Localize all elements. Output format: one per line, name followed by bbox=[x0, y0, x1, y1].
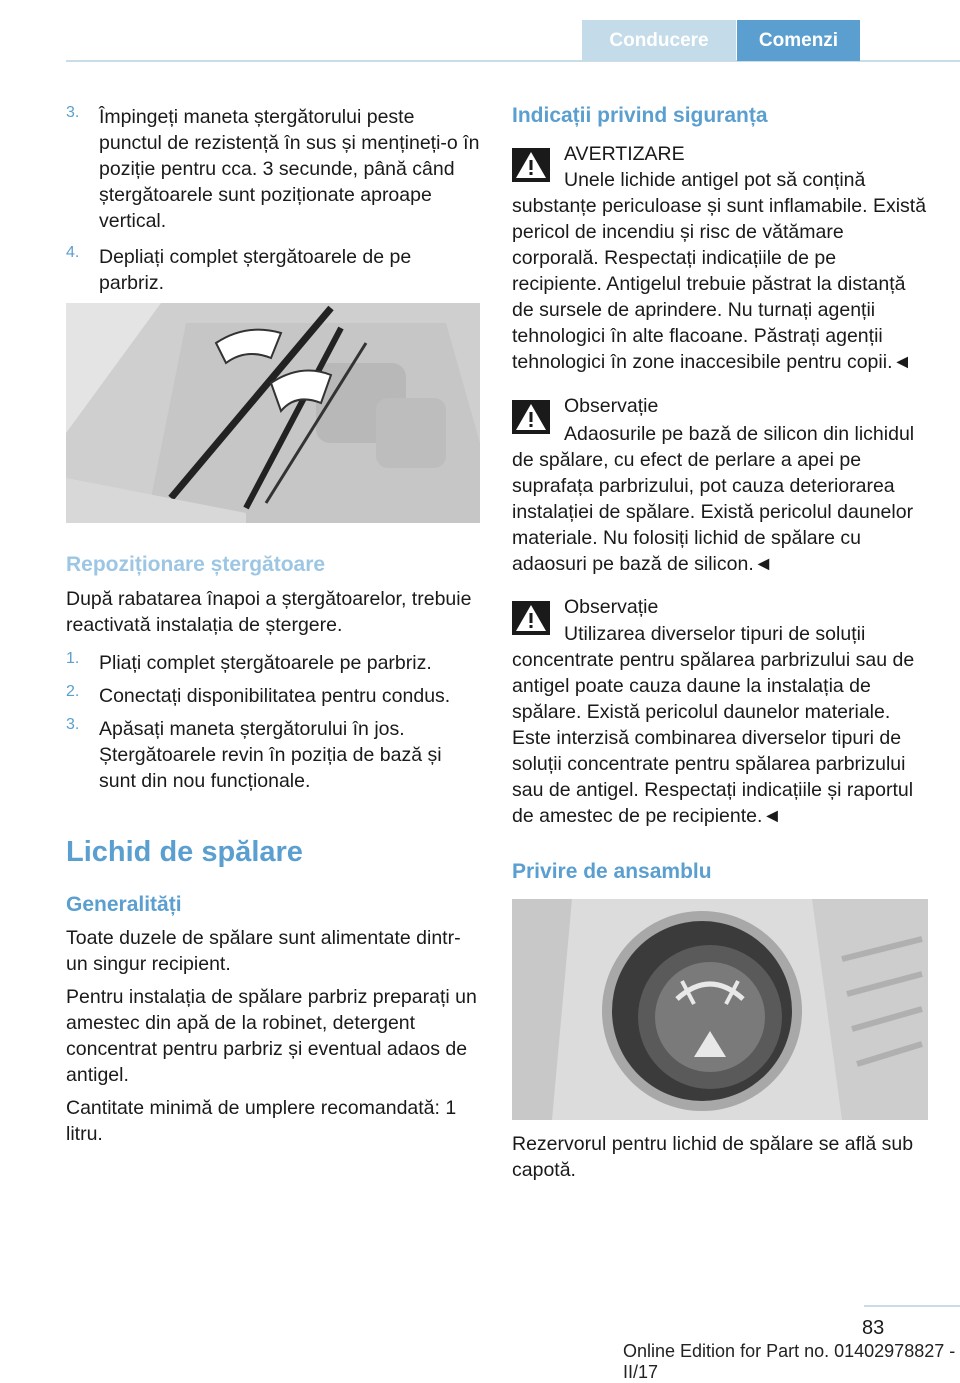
list-item: 2. Conectați disponibilitatea pentru condus. bbox=[66, 683, 480, 709]
note1-label: Observație bbox=[564, 395, 659, 417]
wiper-photo bbox=[66, 303, 480, 523]
reposition-text-block: După rabatarea înapoi a ștergătoarelor, trebuie reactivată instalația de ștergere. bbox=[66, 588, 472, 636]
step-text: Conectați disponibilitatea pentru condus. bbox=[99, 685, 451, 707]
section-title-washer: Lichid de spălare bbox=[66, 836, 303, 868]
list-item: 3. Apăsați maneta ștergătorului în jos. Ștergătoarele revin în poziția de bază și sunt din nou funcționale. bbox=[66, 716, 480, 794]
overview-caption: Rezervorul pentru lichid de spălare se află sub capotă. bbox=[512, 1133, 914, 1181]
warning-text: Unele lichide antigel pot să conțină substanțe periculoase și sunt inflamabile. Există pericol de incendiu și risc de vătămare corporală. Respectați indicațiile de pe recipiente. Antigelul trebuie păstrat la distanță de sursele de aprindere. Nu turnați agenții tehnologici în alte flacoane. Păstrați agenții tehnologici în zone inaccesibile pentru copii.◄ bbox=[512, 169, 927, 373]
subsection-title-general: Generalități bbox=[66, 893, 182, 916]
footer-rule bbox=[864, 1305, 960, 1307]
step-text: Apăsați maneta ștergătorului în jos. Ștergătoarele revin în poziția de bază și sunt din nou funcționale. bbox=[99, 718, 442, 792]
section-title-safety: Indicații privind siguranța bbox=[512, 104, 768, 127]
warning-label: AVERTIZARE bbox=[564, 143, 685, 165]
general-text-block: Toate duzele de spălare sunt alimentate dintr-un singur recipient. Pentru instalația de spălare parbriz preparați un amestec din apă de la robinet, detergent concentrat pentru parbriz și eventual adaos de antigel. Cantitate minimă de umplere recomandată: 1 litru. bbox=[66, 927, 477, 1145]
step-text: Depliați complet ștergătoarele de pe parbriz. bbox=[99, 246, 412, 294]
page-number: 83 bbox=[862, 1317, 885, 1339]
tab-conducere[interactable]: Conducere bbox=[582, 20, 736, 61]
section-title-overview: Privire de ansamblu bbox=[512, 860, 712, 883]
step-text: Împingeți maneta ștergătorului peste punctul de rezistență în sus și mențineți-o în poziție pentru cca. 3 secunde, până când ștergătoarele sunt poziționate aproape vertical. bbox=[99, 106, 480, 232]
tab-comenzi[interactable]: Comenzi bbox=[737, 20, 860, 61]
list-item: 3. Împingeți maneta ștergătorului peste punctul de rezistență în sus și mențineți-o în poziție pentru cca. 3 secunde, până când ștergătoarele sunt poziționate aproape vertical. bbox=[66, 104, 480, 232]
list-item: 1. Pliați complet ștergătoarele pe parbriz. bbox=[66, 650, 480, 676]
edition-note: Online Edition for Part no. 01402978827 - II/17 bbox=[623, 1341, 956, 1382]
step-text: Pliați complet ștergătoarele pe parbriz. bbox=[99, 652, 432, 674]
reservoir-photo bbox=[512, 899, 928, 1120]
section-title-reposition: Repoziționare ștergătoare bbox=[66, 553, 326, 576]
note2-text: Utilizarea diverselor tipuri de soluții concentrate pentru spălarea parbrizului sau de antigel poate cauza daune la instalația de spălare. Există pericolul daunelor materiale. Este interzisă combinarea diverselor tipuri de soluții concentrate pentru spălarea parbrizului sau de antigel. Respectați indicațiile și raportul de amestec de pe recipiente.◄ bbox=[512, 623, 915, 827]
list-item: 4. Depliați complet ștergătoarele de pe parbriz. bbox=[66, 244, 480, 296]
note2-label: Observație bbox=[564, 596, 659, 618]
note1-text: Adaosurile pe bază de silicon din lichidul de spălare, cu efect de perlare a apei pe suprafața parbrizului, pot cauza deteriorarea instalației de spălare. Există pericolul daunelor materiale. Nu folosiți lichid de spălare cu adaosuri pe bază de silicon.◄ bbox=[512, 423, 915, 575]
